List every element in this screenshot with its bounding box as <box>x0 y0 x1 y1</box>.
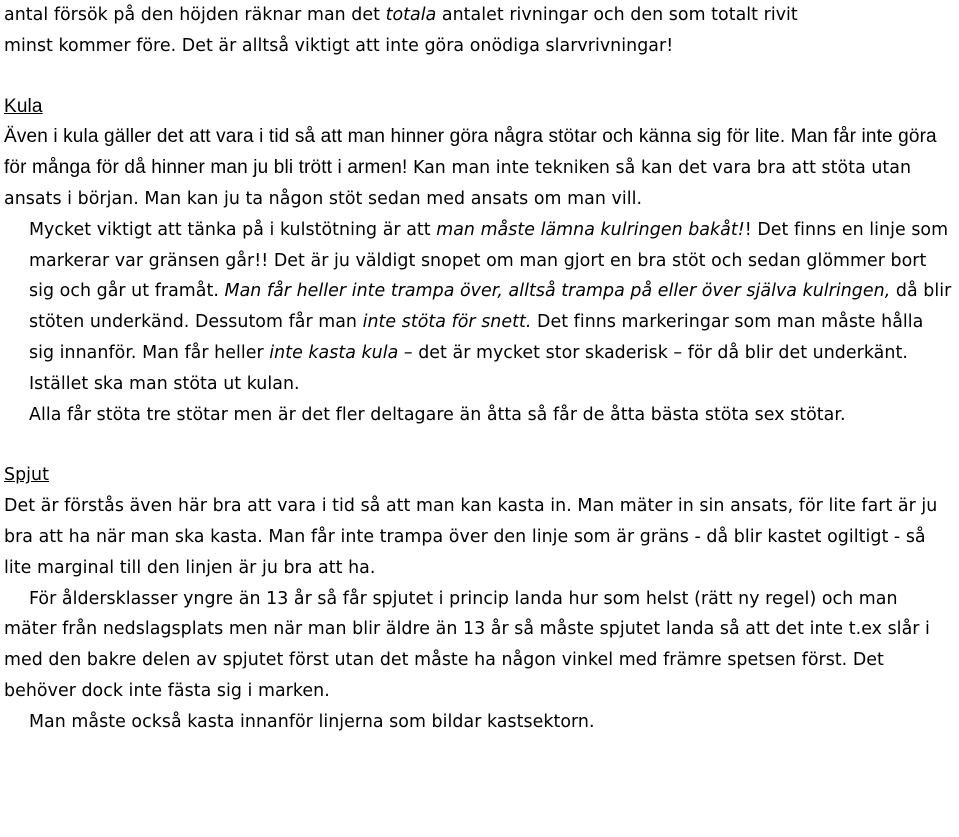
intro-emphasis: totala <box>385 5 437 25</box>
spjut-paragraph-3: Man måste också kasta innanför linjerna som bildar kastsektorn. <box>29 711 595 732</box>
kula-text: Kan man inte tekniken så kan det vara bra att stöta utan ansats i början. Man kan ju ta någon stöt sedan med ansats om man vill. <box>4 158 912 209</box>
kula-text: – det är mycket stor skaderisk – för då blir det underkänt. Istället ska man stöta ut kulan. <box>29 342 908 394</box>
kula-emphasis: Man får heller inte trampa över, alltså trampa på eller över själva kulringen, <box>224 281 891 302</box>
kula-text: då blir stöten underkänd. Dessutom får man <box>29 281 952 333</box>
intro-paragraph <box>4 0 954 62</box>
kula-text: Även i kula gäller det att vara i tid så att man hinner göra några stötar och känna sig för lite. <box>4 126 786 148</box>
paragraph-gap <box>4 430 954 460</box>
kula-paragraph-3: Alla får stöta tre stötar men är det fler deltagare än åtta så får de åtta bästa stöta sex stötar. <box>29 404 846 425</box>
spjut-paragraph-2: För åldersklasser yngre än 13 år så får spjutet i princip landa hur som helst (rätt ny regel) och man mäter från nedslagsplats men när man blir äldre än 13 år så måste spjutet landa så att det inte t.ex slår i med den bakre delen av spjutet först utan det måste ha någon vinkel med främre spetsen först. Det behöver dock inte fästa sig i marken. <box>4 588 930 701</box>
intro-text: antal försök på den höjden räknar man det <box>4 5 386 25</box>
kula-text: Mycket viktigt att tänka på i kulstötning är att <box>29 219 437 240</box>
kula-emphasis: man måste lämna kulringen bakåt! <box>436 219 745 240</box>
kula-paragraph-1 <box>4 122 954 214</box>
kula-text: ! Det finns en linje som markerar var gränsen går!! Det är ju väldigt snopet om man gjort en bra stöt och sedan glömmer bort sig och går ut framåt. <box>29 219 949 302</box>
document-page <box>4 0 954 738</box>
intro-text: minst kommer före. Det är alltså viktigt att inte göra onödiga slarvrivningar! <box>4 35 674 56</box>
section-heading-kula: Kula <box>4 95 43 117</box>
kula-emphasis: inte kasta kula <box>269 342 399 363</box>
paragraph-gap <box>4 62 954 92</box>
kula-paragraph-2 <box>4 215 954 400</box>
section-heading-spjut: Spjut <box>4 465 50 486</box>
intro-text: antalet rivningar och den som totalt rivit <box>436 5 798 25</box>
spjut-paragraph-1: Det är förstås även här bra att vara i tid så att man kan kasta in. Man mäter in sin ansats, för lite fart är ju bra att ha när man ska kasta. Man får inte trampa över den linje som är gräns - då blir kastet ogiltigt - så lite marginal till den linjen är ju bra att ha. <box>4 496 938 578</box>
kula-text: Det finns markeringar som man måste hålla sig innanför. Man får heller <box>29 312 924 363</box>
kula-text: Man får inte göra för många för då hinner man ju bli trött i armen! <box>4 126 937 179</box>
kula-emphasis: inte stöta för snett. <box>362 312 532 333</box>
